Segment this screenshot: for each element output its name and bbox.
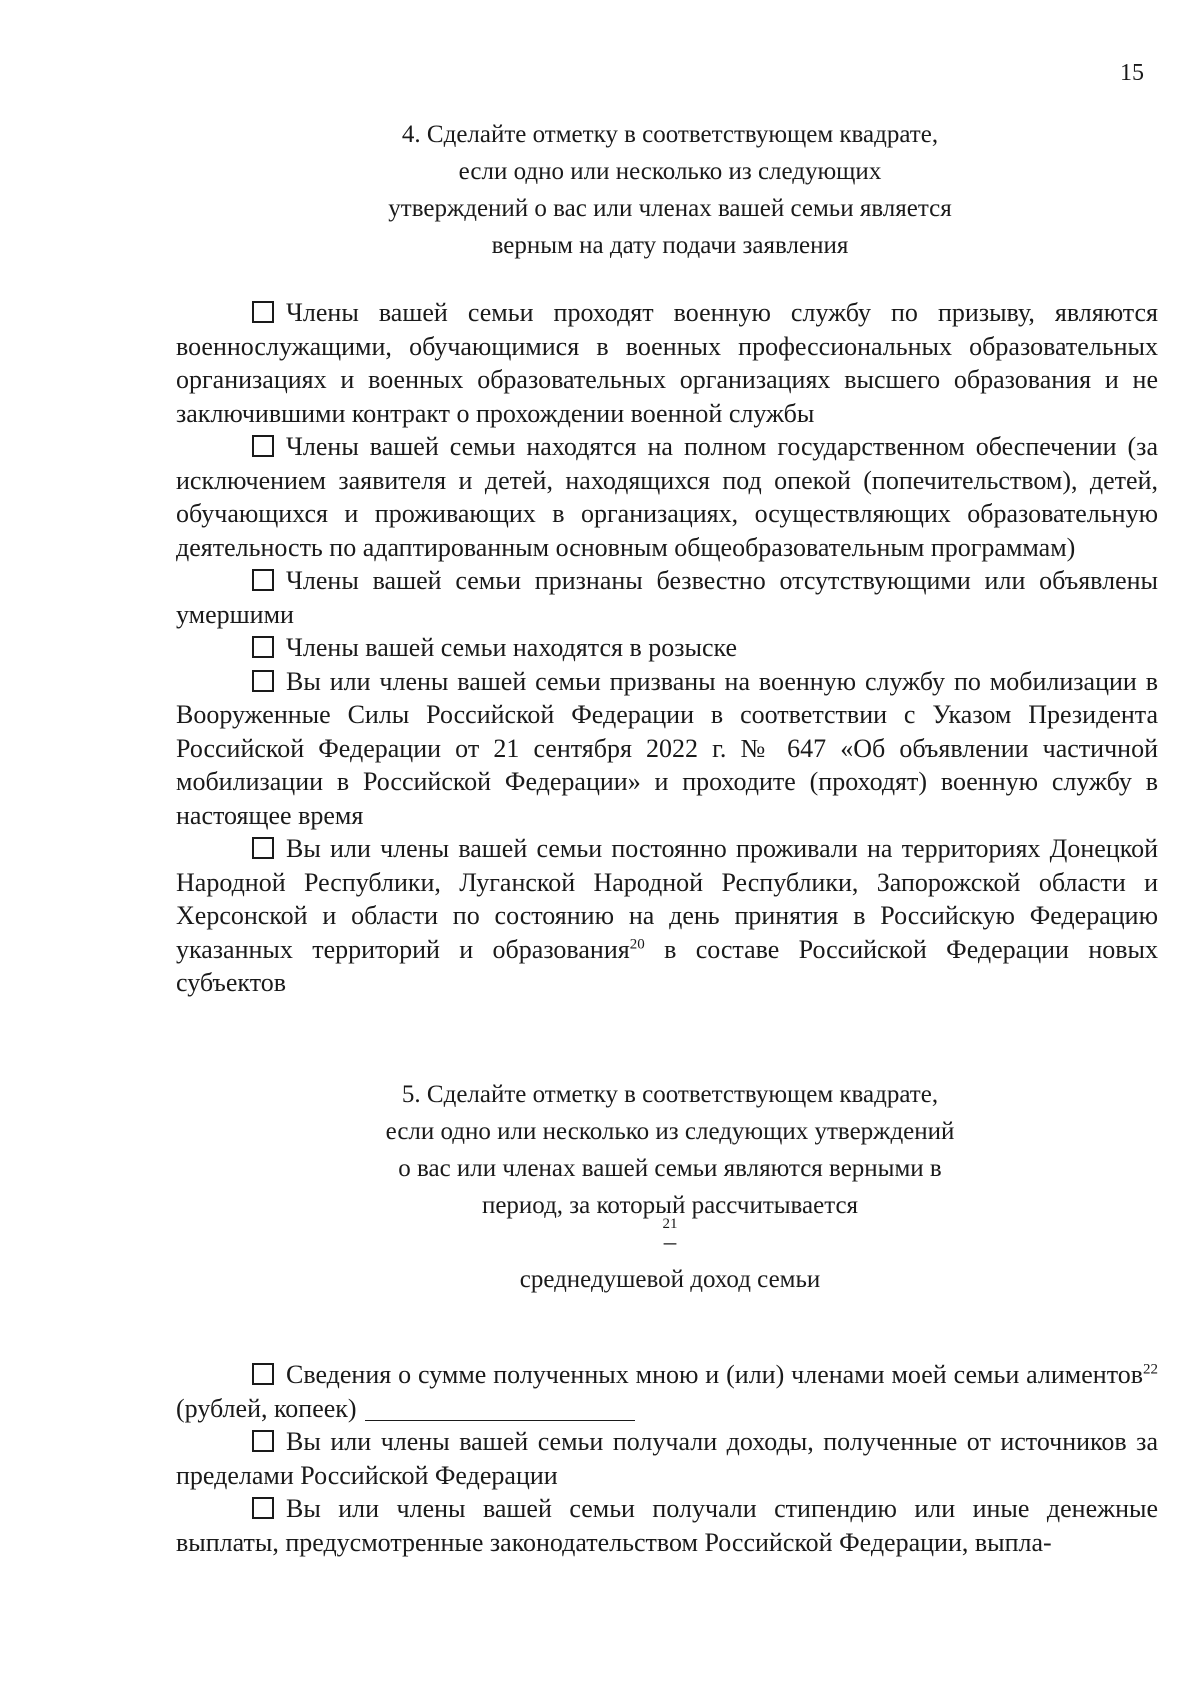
item-text: Вы или члены вашей семьи получали стипендию или иные денежные выплаты, предусмотренные законодательством Российской Федерации, выпла- [176,1494,1158,1557]
item-text: Члены вашей семьи находятся в розыске [286,633,738,662]
footnote-marker: 20 [629,935,645,952]
item-text: Члены вашей семьи признаны безвестно отсутствующими или объявлены умершими [176,566,1158,629]
item-text: в составе Российской Федерации новых субъектов [176,934,1158,997]
checkbox-item-state-support [176,430,1158,564]
checkbox-item-military-conscription [176,296,1158,430]
checkbox-item-missing-deceased [176,564,1158,631]
section-4-items [176,296,1158,1000]
section-4-heading-line: 4. Сделайте отметку в соответствующем квадрате, [401,121,939,148]
heading-text: – [663,1229,677,1256]
item-text: Члены вашей семьи проходят военную службу по призыву, являются военнослужащими, обучающимися в военных профессиональных образовательных организациях и военных образовательных организациях высшего образования и не заключившими контракт о прохождении военной службы [176,298,1158,428]
section-5-heading-line: о вас или членах вашей семьи являются верными в [398,1155,942,1182]
checkbox-new-territories[interactable] [252,837,274,859]
item-text: Вы или члены вашей семьи получали доходы, полученные от источников за пределами Российской Федерации [176,1427,1158,1490]
checkbox-foreign-income[interactable] [252,1430,274,1452]
checkbox-item-mobilization [176,665,1158,833]
heading-text: период, за который рассчитывается [481,1192,859,1219]
item-text: (рублей, копеек) [176,1393,357,1423]
item-text: Вы или члены вашей семьи постоянно проживали на территориях Донецкой Народной Республики, Луганской Народной Республики, Запорожской области и Херсонской и области по состоянию на день принятия в Российскую Федерацию указанных территорий и образования [176,834,1158,964]
checkbox-missing-deceased[interactable] [252,569,274,591]
checkbox-conscription[interactable] [252,301,274,323]
section-5-heading-line: если одно или несколько из следующих утверждений [385,1118,955,1145]
section-5-heading [300,1076,1040,1298]
section-4-heading-line: если одно или несколько из следующих [458,158,882,185]
checkbox-state-support[interactable] [252,435,274,457]
section-5-heading-line: 5. Сделайте отметку в соответствующем квадрате, [401,1081,939,1108]
section-5-heading-line: среднедушевой доход семьи [519,1266,821,1293]
page-number: 15 [1120,60,1144,86]
section-4-heading [300,116,1040,264]
checkbox-wanted[interactable] [252,636,274,658]
checkbox-mobilization[interactable] [252,670,274,692]
checkbox-item-foreign-income [176,1425,1158,1492]
footnote-marker: 22 [1143,1361,1158,1378]
checkbox-stipend[interactable] [252,1497,274,1519]
checkbox-item-wanted [176,631,1158,665]
item-text: Члены вашей семьи находятся на полном государственном обеспечении (за исключением заявителя и детей, находящихся под опекой (попечительством), детей, обучающихся и проживающих в организациях, осуществляющих образовательную деятельность по адаптированным основным общеобразовательным программам) [176,432,1158,562]
checkbox-item-stipend [176,1492,1158,1559]
section-4-heading-line: утверждений о вас или членах вашей семьи является [388,195,952,222]
checkbox-item-alimony [176,1358,1158,1425]
checkbox-alimony[interactable] [252,1363,274,1385]
section-4-heading-line: верным на дату подачи заявления [491,232,849,259]
section-5-items [176,1358,1158,1559]
section-5-heading-line: период, за который рассчитывается 21 – [300,1187,1040,1261]
item-text: Вы или члены вашей семьи призваны на военную службу по мобилизации в Вооруженные Силы Российской Федерации в соответствии с Указом Президента Российской Федерации от 21 сентября 2022 г. № 647 «Об объявлении частичной мобилизации в Российской Федерации» и проходите (проходят) военную службу в настоящее время [176,666,1158,830]
alimony-amount-field[interactable] [365,1398,635,1421]
item-text: Сведения о сумме полученных мною и (или) членами моей семьи алиментов [286,1360,1143,1389]
checkbox-item-new-territories [176,832,1158,1000]
